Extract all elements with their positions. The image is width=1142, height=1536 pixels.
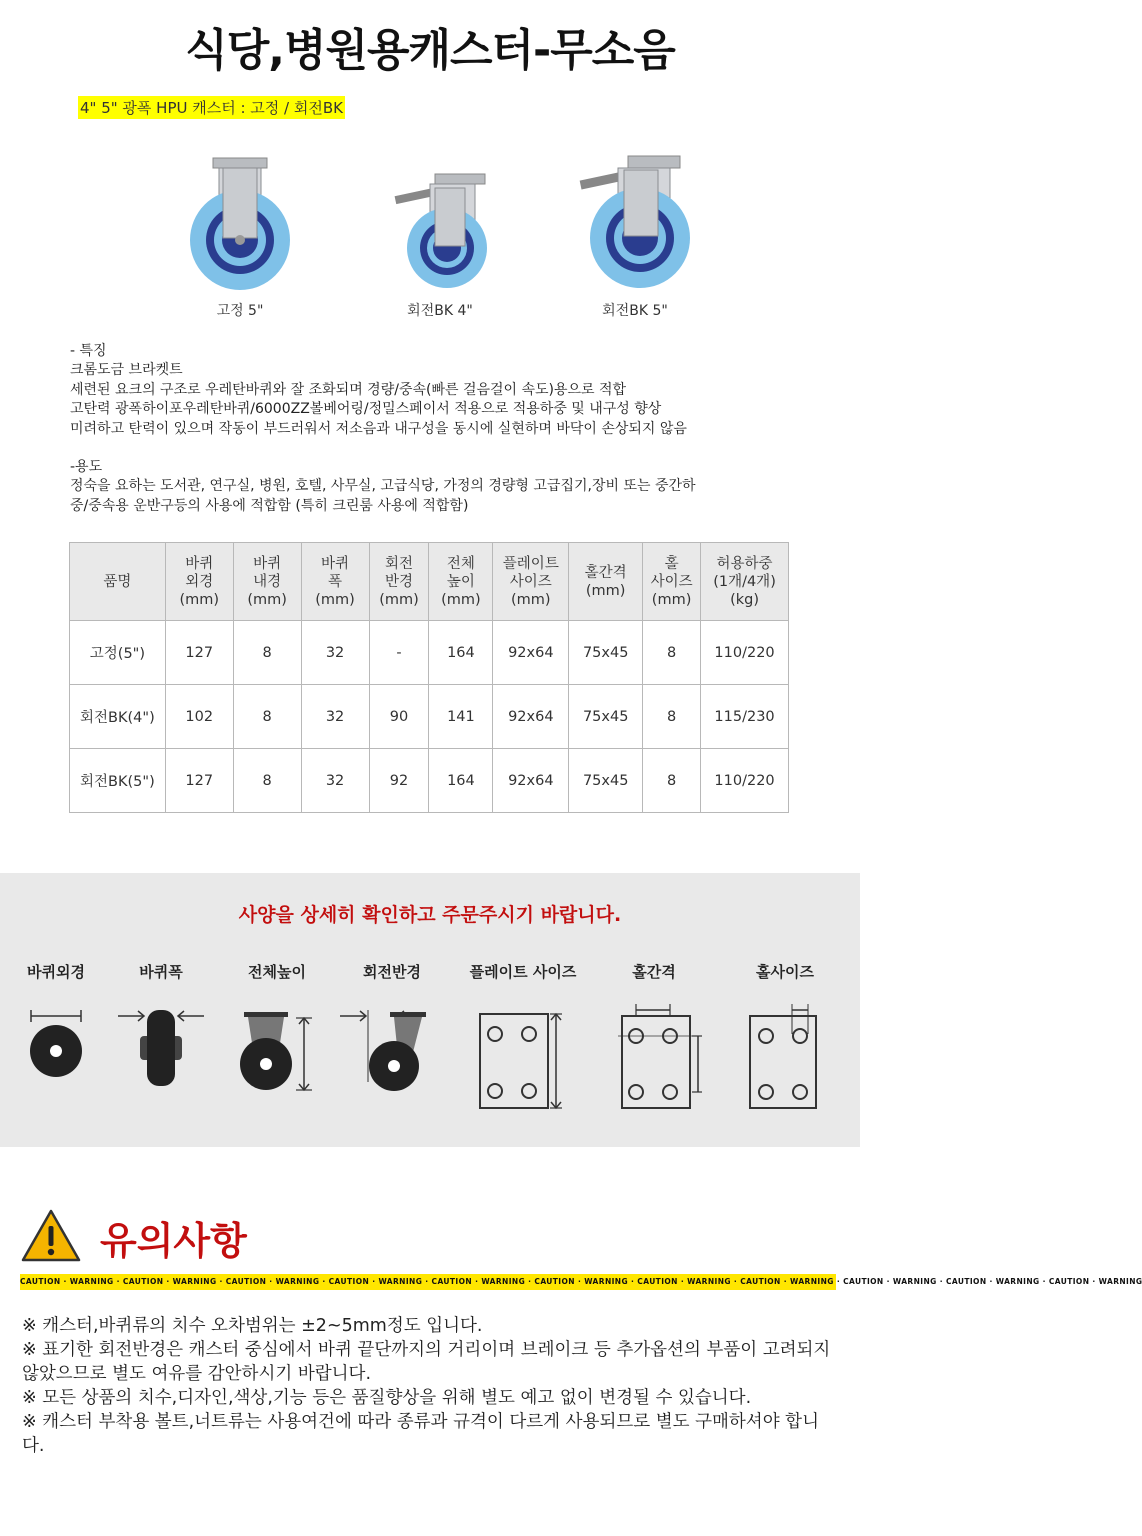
spec-swivel-radius	[340, 961, 444, 1102]
table-cell: 75x45	[569, 685, 643, 749]
total-height-icon	[232, 982, 322, 1102]
warning-triangle-icon	[20, 1208, 82, 1264]
table-cell: 102	[165, 685, 233, 749]
spec-label: 바퀴외경	[27, 963, 85, 981]
spec-plate-size	[462, 961, 584, 1122]
table-header-cell: 회전 반경 (mm)	[369, 543, 429, 621]
table-cell: 8	[233, 685, 301, 749]
table-cell: 75x45	[569, 749, 643, 813]
hole-size-icon	[740, 982, 830, 1122]
table-header-cell: 홀 사이즈 (mm)	[643, 543, 701, 621]
table-cell: 141	[429, 685, 493, 749]
spec-label: 홀사이즈	[756, 963, 814, 981]
caution-heading	[20, 1206, 620, 1266]
page-title: 식당,병원용캐스터-무소음	[185, 25, 675, 76]
table-cell: 127	[165, 621, 233, 685]
table-header-cell: 플레이트 사이즈 (mm)	[493, 543, 569, 621]
table-cell: 75x45	[569, 621, 643, 685]
table-cell: 110/220	[701, 621, 789, 685]
table-cell: 32	[301, 685, 369, 749]
table-cell: 8	[643, 621, 701, 685]
table-row	[70, 621, 789, 685]
product-subtitle: 4" 5" 광폭 HPU 캐스터 : 고정 / 회전BK	[78, 96, 345, 119]
spec-wheel-diameter	[18, 961, 94, 1102]
product-caption: 회전BK 5"	[602, 303, 668, 319]
swivel-caster-4-image	[385, 140, 495, 290]
note-item: ※ 캐스터 부착용 볼트,너트류는 사용여건에 따라 종류과 규격이 다르게 사용되므로 별도 구매하셔야 합니다.	[22, 1412, 819, 1456]
feature-heading: - 특징	[70, 343, 107, 359]
table-header-cell: 바퀴 외경 (mm)	[165, 543, 233, 621]
caution-tape: CAUTION · WARNING · CAUTION · WARNING · CAUTION · WARNING · CAUTION · WARNING · CAUTION · WARNING · CAUTION · WARNING · CAUTION · WARNING · CAUTION · WARNING · CAUTION · WARNING · CAUTION · WARNING · CAUTION · WARNING	[20, 1274, 836, 1290]
caution-title: 유의사항	[100, 1219, 247, 1263]
spec-label: 전체높이	[248, 963, 306, 981]
caution-notes	[22, 1314, 834, 1458]
table-header-cell: 허용하중 (1개/4개) (kg)	[701, 543, 789, 621]
table-cell: 92x64	[493, 685, 569, 749]
table-header-cell: 바퀴 내경 (mm)	[233, 543, 301, 621]
table-cell: 8	[233, 621, 301, 685]
product-gallery	[160, 140, 760, 320]
table-cell: 회전BK(4")	[70, 685, 166, 749]
spec-label: 바퀴폭	[139, 963, 183, 981]
feature-line: 세련된 요크의 구조로 우레탄바퀴와 잘 조화되며 경량/중속(빠른 걸음걸이 속도)용으로 적합	[70, 381, 627, 398]
usage-heading: -용도	[70, 459, 103, 476]
table-cell: 회전BK(5")	[70, 749, 166, 813]
product-swivel-bk-4	[370, 140, 510, 320]
table-row	[70, 685, 789, 749]
spec-hole-spacing	[604, 961, 704, 1122]
table-cell: 164	[429, 621, 493, 685]
table-header-cell: 바퀴 폭 (mm)	[301, 543, 369, 621]
table-cell: 92x64	[493, 749, 569, 813]
table-cell: 92	[369, 749, 429, 813]
wheel-diameter-icon	[21, 982, 91, 1102]
spec-label: 홀간격	[632, 963, 676, 981]
table-cell: 고정(5")	[70, 621, 166, 685]
swivel-caster-5-image	[570, 140, 700, 290]
spec-total-height	[232, 961, 322, 1102]
spec-label: 플레이트 사이즈	[469, 963, 577, 981]
table-row	[70, 749, 789, 813]
table-header-cell: 품명	[70, 543, 166, 621]
usage-line: 중/중속용 운반구등의 사용에 적합함 (특히 크린룸 사용에 적합함)	[70, 497, 469, 514]
table-cell: 110/220	[701, 749, 789, 813]
spec-table	[69, 542, 789, 813]
spec-guide-section	[0, 873, 860, 1147]
note-item: ※ 모든 상품의 치수,디자인,색상,기능 등은 품질향상을 위해 별도 예고 없이 변경될 수 있습니다.	[22, 1388, 752, 1408]
feature-line: 미려하고 탄력이 있으며 작동이 부드러워서 저소음과 내구성을 동시에 실현하며 바닥이 손상되지 않음	[70, 420, 687, 437]
note-item: ※ 표기한 회전반경은 캐스터 중심에서 바퀴 끝단까지의 거리이며 브레이크 등 추가옵션의 부품이 고려되지 않았으므로 별도 여유를 감안하시기 바랍니다.	[22, 1340, 831, 1384]
table-cell: 164	[429, 749, 493, 813]
table-cell: 8	[233, 749, 301, 813]
table-header-cell: 홀간격 (mm)	[569, 543, 643, 621]
table-cell: 90	[369, 685, 429, 749]
table-cell: -	[369, 621, 429, 685]
spec-label: 회전반경	[363, 963, 421, 981]
table-cell: 127	[165, 749, 233, 813]
usage-line: 정숙을 요하는 도서관, 연구실, 병원, 호텔, 사무실, 고급식당, 가정의 경량형 고급집기,장비 또는 중간하	[70, 478, 696, 495]
feature-line: 고탄력 광폭하이포우레탄바퀴/6000ZZ볼베어링/정밀스페이서 적용으로 적용하중 및 내구성 향상	[70, 401, 662, 418]
fixed-caster-image	[185, 140, 295, 290]
table-cell: 32	[301, 749, 369, 813]
swivel-radius-icon	[340, 982, 444, 1102]
table-cell: 92x64	[493, 621, 569, 685]
feature-line: 크롬도금 브라켓트	[70, 362, 183, 379]
product-caption: 고정 5"	[216, 303, 264, 319]
spec-hole-size	[740, 961, 830, 1122]
table-cell: 8	[643, 749, 701, 813]
table-cell: 115/230	[701, 685, 789, 749]
product-caption: 회전BK 4"	[407, 303, 473, 319]
note-item: ※ 캐스터,바퀴류의 치수 오차범위는 ±2~5mm정도 입니다.	[22, 1316, 483, 1336]
table-header-row	[70, 543, 789, 621]
table-header-cell: 전체 높이 (mm)	[429, 543, 493, 621]
spec-wheel-width	[118, 961, 204, 1102]
product-swivel-bk-5	[565, 140, 705, 320]
product-fixed-5	[170, 140, 310, 320]
feature-description	[70, 342, 830, 516]
order-notice: 사양을 상세히 확인하고 주문주시기 바랍니다.	[238, 904, 622, 926]
table-cell: 32	[301, 621, 369, 685]
hole-spacing-icon	[604, 982, 704, 1122]
plate-size-icon	[462, 982, 584, 1122]
wheel-width-icon	[118, 982, 204, 1102]
table-cell: 8	[643, 685, 701, 749]
